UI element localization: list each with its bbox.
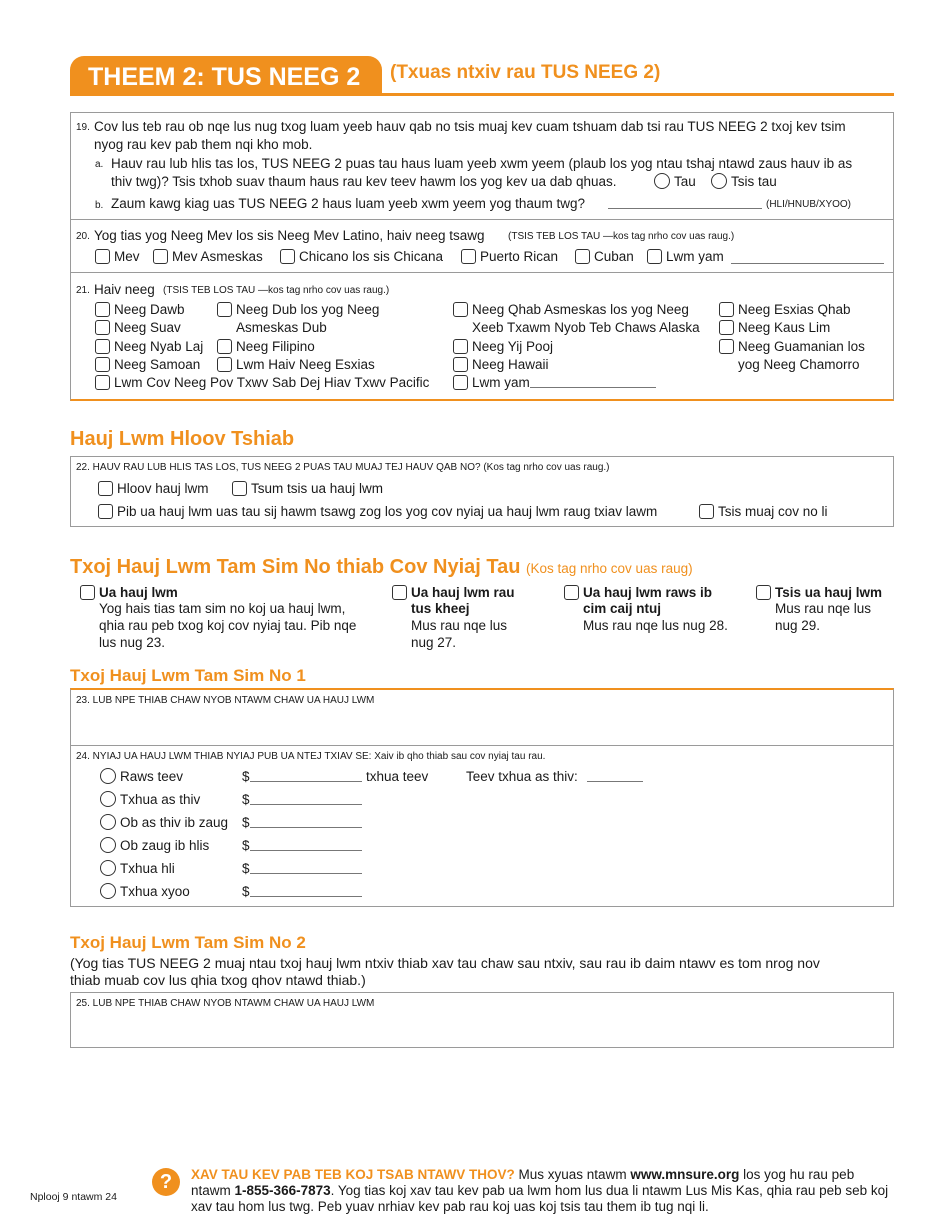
hours-week-label: Teev txhua as thiv:: [466, 769, 578, 784]
help-question: XAV TAU KEV PAB TEB KOJ TSAB NTAWV THOV?: [191, 1167, 515, 1182]
section-tab: THEEM 2: TUS NEEG 2: [70, 56, 382, 96]
q19b-text: Zaum kawg kiag uas TUS NEEG 2 haus luam yeeb xwm yeem yog thaum twg?: [111, 196, 585, 211]
amount-field[interactable]: $: [242, 860, 362, 878]
q19b-date-field[interactable]: [608, 195, 762, 213]
radio-icon[interactable]: [654, 173, 670, 189]
q21-text: Haiv neeg: [94, 282, 155, 297]
checkbox-icon[interactable]: [95, 357, 110, 372]
help-phone[interactable]: 1-855-366-7873: [234, 1183, 331, 1198]
employment-desc: Mus rau nqe lus: [775, 601, 872, 616]
q23-text: 23. LUB NPE THIAB CHAW NYOB NTAWM CHAW UA HAUJ LWM: [76, 695, 375, 706]
page-number: Nplooj 9 ntawm 24: [30, 1191, 117, 1203]
q21-option[interactable]: Lwm Haiv Neeg Esxias: [217, 356, 375, 374]
q19-line2: nyog rau kev pab them nqi kho mob.: [94, 137, 313, 152]
q19a-yes-option[interactable]: Tau: [654, 173, 696, 191]
employment-desc: Yog hais tias tam sim no koj ua hauj lwm,: [99, 601, 346, 616]
q21-option-native[interactable]: Neeg Qhab Asmeskas los yog Neeg: [453, 301, 689, 319]
checkbox-icon[interactable]: [756, 585, 771, 600]
checkbox-icon[interactable]: [575, 249, 590, 264]
amount-field[interactable]: $: [242, 814, 362, 832]
employment-desc: Mus rau nqe lus nug 28.: [583, 618, 728, 633]
section-rule: [70, 93, 894, 96]
radio-icon[interactable]: [100, 860, 116, 876]
q19b-label: b.: [95, 200, 104, 211]
radio-icon[interactable]: [711, 173, 727, 189]
job-change-heading: Hauj Lwm Hloov Tshiab: [70, 428, 295, 450]
employment-desc: Mus rau nqe lus: [411, 618, 508, 633]
checkbox-icon[interactable]: [280, 249, 295, 264]
checkbox-icon[interactable]: [98, 504, 113, 519]
job2-note: thiab muab cov lus qhia txog qhov ntawd thiab.): [70, 972, 366, 988]
q21-option[interactable]: Neeg Hawaii: [453, 356, 549, 374]
q19a-no-option[interactable]: Tsis tau: [711, 173, 777, 191]
pay-freq-option[interactable]: Txhua as thiv: [100, 791, 200, 809]
q21-option[interactable]: Neeg Kaus Lim: [719, 319, 830, 337]
q21-option[interactable]: Neeg Yij Pooj: [453, 338, 553, 356]
radio-icon[interactable]: [100, 837, 116, 853]
employment-option-self-cont: tus kheej: [411, 601, 470, 616]
current-job-heading: Txoj Hauj Lwm Tam Sim No thiab Cov Nyiaj Tau (Kos tag nrho cov uas raug): [70, 556, 693, 578]
q20-option[interactable]: Lwm yam: [647, 248, 724, 266]
radio-icon[interactable]: [100, 883, 116, 899]
q21-option-black[interactable]: Neeg Dub los yog Neeg: [217, 301, 379, 319]
divider: [71, 745, 893, 746]
job2-heading: Txoj Hauj Lwm Tam Sim No 2: [70, 933, 306, 952]
employment-desc: nug 27.: [411, 635, 457, 650]
checkbox-icon[interactable]: [392, 585, 407, 600]
checkbox-icon[interactable]: [461, 249, 476, 264]
pay-freq-option[interactable]: Ob zaug ib hlis: [100, 837, 209, 855]
q20-option[interactable]: Chicano los sis Chicana: [280, 248, 443, 266]
q21-option[interactable]: Neeg Samoan: [95, 356, 200, 374]
q21-option-pacific[interactable]: Lwm Cov Neeg Pov Txwv Sab Dej Hiav Txwv Pacific: [95, 374, 429, 392]
section-subtitle: (Txuas ntxiv rau TUS NEEG 2): [390, 62, 661, 83]
checkbox-icon[interactable]: [232, 481, 247, 496]
checkbox-icon[interactable]: [95, 375, 110, 390]
employment-option-employed[interactable]: Ua hauj lwm: [80, 584, 178, 602]
q21-option-native-cont: Xeeb Txawm Nyob Teb Chaws Alaska: [472, 320, 700, 335]
q20-number: 20.: [76, 231, 90, 242]
checkbox-icon[interactable]: [95, 249, 110, 264]
q21-option[interactable]: Neeg Esxias Qhab: [719, 301, 851, 319]
checkbox-icon[interactable]: [719, 302, 734, 317]
radio-icon[interactable]: [100, 791, 116, 807]
q22-text: 22. HAUV RAU LUB HLIS TAS LOS, TUS NEEG 2 PUAS TAU MUAJ TEJ HAUV QAB NO? (Kos tag nrho cov uas raug.): [76, 462, 610, 473]
q21-option[interactable]: Neeg Dawb: [95, 301, 185, 319]
radio-icon[interactable]: [100, 768, 116, 784]
q21-other-field[interactable]: [530, 375, 656, 388]
q19-number: 19.: [76, 122, 90, 133]
hours-week-field[interactable]: [587, 768, 643, 786]
employment-desc: nug 29.: [775, 618, 821, 633]
job1-heading: Txoj Hauj Lwm Tam Sim No 1: [70, 666, 306, 685]
checkbox-icon[interactable]: [453, 357, 468, 372]
q19a-label: a.: [95, 159, 104, 170]
q20-other-field[interactable]: [731, 250, 884, 268]
employment-option-none[interactable]: Tsis ua hauj lwm: [756, 584, 882, 602]
help-text: XAV TAU KEV PAB TEB KOJ TSAB NTAWV THOV? Mus xyuas ntawm www.mnsure.org los yog hu rau peb ntawm 1-855-366-7873. Yog tias koj xav tau kev pab ua lwm hom lus dua li ntawm Lus Mis Kas, qhia rau peb seb koj xav tau hom lus twg. Peb yuav nrhiav kev pab rau koj uas koj tsis tau them ib tug nqi li.: [191, 1167, 889, 1214]
q25-field[interactable]: [76, 1014, 886, 1042]
checkbox-icon[interactable]: [453, 375, 468, 390]
amount-field[interactable]: $: [242, 883, 362, 901]
q20-option[interactable]: Mev Asmeskas: [153, 248, 263, 266]
q20-option[interactable]: Cuban: [575, 248, 634, 266]
q22-option[interactable]: Tsum tsis ua hauj lwm: [232, 480, 383, 498]
q20-hint: (TSIS TEB LOS TAU —kos tag nrho cov uas raug.): [508, 231, 735, 242]
checkbox-icon[interactable]: [98, 481, 113, 496]
q19b-hint: (HLI/HNUB/XYOO): [766, 199, 852, 210]
q20-text: Yog tias yog Neeg Mev los sis Neeg Mev Latino, haiv neeg tsawg: [94, 228, 485, 243]
pay-freq-option[interactable]: Raws teev: [100, 768, 183, 786]
q22-option[interactable]: Tsis muaj cov no li: [699, 503, 828, 521]
q22-option[interactable]: Pib ua hauj lwm uas tau sij hawm tsawg zog los yog cov nyiaj ua hauj lwm raug txiav lawm: [98, 503, 657, 521]
amount-field[interactable]: $: [242, 791, 362, 809]
checkbox-icon[interactable]: [699, 504, 714, 519]
checkbox-icon[interactable]: [217, 357, 232, 372]
checkbox-icon[interactable]: [719, 320, 734, 335]
q21-option[interactable]: Neeg Suav: [95, 319, 181, 337]
checkbox-icon[interactable]: [453, 339, 468, 354]
checkbox-icon[interactable]: [95, 302, 110, 317]
q21-hint: (TSIS TEB LOS TAU —kos tag nrho cov uas raug.): [163, 285, 390, 296]
help-url[interactable]: www.mnsure.org: [630, 1167, 740, 1182]
pay-freq-option[interactable]: Txhua xyoo: [100, 883, 190, 901]
checkbox-icon[interactable]: [647, 249, 662, 264]
q25-text: 25. LUB NPE THIAB CHAW NYOB NTAWM CHAW UA HAUJ LWM: [76, 998, 375, 1009]
divider: [71, 272, 893, 273]
pay-freq-option[interactable]: Ob as thiv ib zaug: [100, 814, 228, 832]
q21-option-black-cont: Asmeskas Dub: [236, 320, 327, 335]
q20-option[interactable]: Mev: [95, 248, 140, 266]
employment-desc: qhia rau peb txog koj cov nyiaj tau. Pib nqe: [99, 618, 357, 633]
employment-option-seasonal[interactable]: Ua hauj lwm raws ib: [564, 584, 712, 602]
q19a-line1: Hauv rau lub hlis tas los, TUS NEEG 2 puas tau haus luam yeeb xwm yeem (plaub los yog ntau tshaj ntawd zaus hauv ib as: [111, 156, 853, 171]
q20-option[interactable]: Puerto Rican: [461, 248, 558, 266]
job2-note: (Yog tias TUS NEEG 2 muaj ntau txoj hauj lwm ntxiv thiab xav tau chaw sau ntxiv, sau rau ib daim ntawv es tom nrog nov: [70, 955, 820, 971]
employment-desc: lus nug 23.: [99, 635, 166, 650]
q22-option[interactable]: Hloov hauj lwm: [98, 480, 209, 498]
divider: [71, 219, 893, 220]
checkbox-icon[interactable]: [95, 320, 110, 335]
checkbox-icon[interactable]: [95, 339, 110, 354]
amount-field[interactable]: $: [242, 837, 362, 855]
checkbox-icon[interactable]: [719, 339, 734, 354]
q21-option[interactable]: Neeg Nyab Laj: [95, 338, 203, 356]
q23-field[interactable]: [76, 712, 886, 740]
q21-option-other[interactable]: Lwm yam: [453, 374, 656, 392]
q24-text: 24. NYIAJ UA HAUJ LWM THIAB NYIAJ PUB UA NTEJ TXIAV SE: Xaiv ib qho thiab sau cov nyiaj tau rau.: [76, 751, 546, 762]
checkbox-icon[interactable]: [153, 249, 168, 264]
checkbox-icon[interactable]: [217, 339, 232, 354]
employment-option-self[interactable]: Ua hauj lwm rau: [392, 584, 515, 602]
checkbox-icon[interactable]: [564, 585, 579, 600]
checkbox-icon[interactable]: [80, 585, 95, 600]
current-job-hint: (Kos tag nrho cov uas raug): [526, 561, 693, 576]
q21-option-guam[interactable]: Neeg Guamanian los: [719, 338, 865, 356]
amount-field[interactable]: $: [242, 768, 362, 786]
q19-line1: Cov lus teb rau ob nqe lus nug txog luam yeeb hauv qab no tsis muaj kev cuam tshuam dab tsi rau TUS NEEG 2 txoj kev tsim: [94, 119, 846, 134]
q19a-line2: thiv twg)? Tsis txhob suav thaum haus rau kev teev hawm los yog kev ua dab qhuas.: [111, 174, 617, 189]
checkbox-icon[interactable]: [453, 302, 468, 317]
q21-option-guam-cont: yog Neeg Chamorro: [738, 357, 860, 372]
checkbox-icon[interactable]: [217, 302, 232, 317]
radio-icon[interactable]: [100, 814, 116, 830]
per-hour-label: txhua teev: [366, 769, 429, 784]
q21-number: 21.: [76, 285, 90, 296]
question-icon: ?: [152, 1168, 180, 1196]
employment-option-seasonal-cont: cim caij ntuj: [583, 601, 662, 616]
pay-freq-option[interactable]: Txhua hli: [100, 860, 175, 878]
q21-option[interactable]: Neeg Filipino: [217, 338, 315, 356]
